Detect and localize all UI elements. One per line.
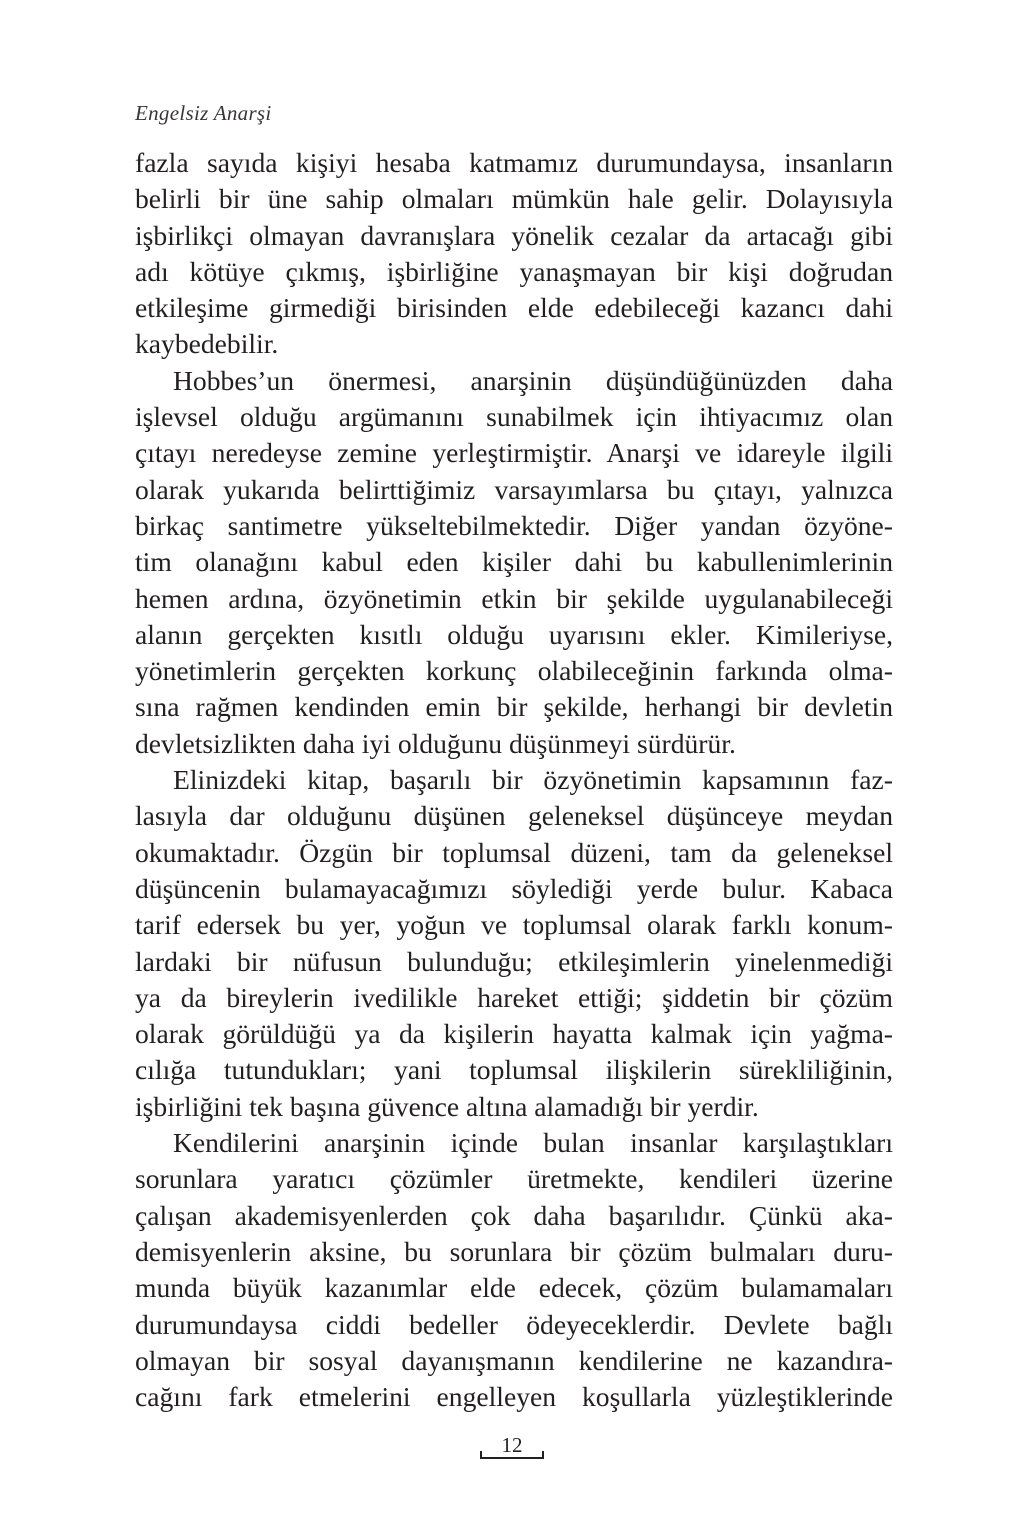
page-number-rule	[480, 1457, 544, 1459]
text-line: munda büyük kazanımlar elde edecek, çözüm bulamamaları	[135, 1272, 893, 1304]
page-footer	[480, 1433, 544, 1461]
text-line: lardaki bir nüfusun bulunduğu; etkileşimlerin yinelenmediği	[135, 945, 893, 977]
text-line: Kendilerini anarşinin içinde bulan insanlar karşılaştıkları	[173, 1127, 893, 1159]
text-line: yönetimlerin gerçekten korkunç olabileceğinin farkında olma-	[135, 655, 893, 687]
text-line: hemen ardına, özyönetimin etkin bir şekilde uygulanabileceği	[135, 582, 893, 614]
text-line: lasıyla dar olduğunu düşünen geleneksel düşünceye meydan	[135, 800, 893, 832]
text-line: kaybedebilir.	[135, 328, 279, 360]
text-line: Elinizdeki kitap, başarılı bir özyönetimin kapsamının faz-	[173, 764, 893, 796]
text-line: tim olanağını kabul eden kişiler dahi bu kabullenimlerinin	[135, 546, 893, 578]
text-line: Hobbes’un önermesi, anarşinin düşündüğünüzden daha	[173, 364, 893, 396]
text-line: tarif edersek bu yer, yoğun ve toplumsal olarak farklı konum-	[135, 909, 893, 941]
text-line: devletsizlikten daha iyi olduğunu düşünmeyi sürdürür.	[135, 727, 736, 759]
text-line: belirli bir üne sahip olmaları mümkün hale gelir. Dolayısıyla	[135, 183, 893, 215]
text-line: cılığa tutundukları; yani toplumsal ilişkilerin sürekliliğinin,	[135, 1054, 893, 1086]
text-line: ya da bireylerin ivedilikle hareket ettiği; şiddetin bir çözüm	[135, 981, 893, 1013]
text-line: demisyenlerin aksine, bu sorunlara bir çözüm bulmaları duru-	[135, 1235, 893, 1267]
text-line: olarak yukarıda belirttiğimiz varsayımlarsa bu çıtayı, yalnızca	[135, 473, 893, 505]
text-line: sorunlara yaratıcı çözümler üretmekte, kendileri üzerine	[135, 1163, 893, 1195]
text-line: işbirliğini tek başına güvence altına alamadığı bir yerdir.	[135, 1090, 759, 1122]
text-line: durumundaysa ciddi bedeller ödeyeceklerdir. Devlete bağlı	[135, 1308, 893, 1340]
text-line: çıtayı neredeyse zemine yerleştirmiştir. Anarşi ve idareyle ilgili	[135, 437, 893, 469]
text-line: okumaktadır. Özgün bir toplumsal düzeni, tam da geleneksel	[135, 836, 893, 868]
text-line: sına rağmen kendinden emin bir şekilde, herhangi bir devletin	[135, 691, 893, 723]
text-line: çalışan akademisyenlerden çok daha başarılıdır. Çünkü aka-	[135, 1199, 893, 1231]
text-line: birkaç santimetre yükseltebilmektedir. Diğer yandan özyöne-	[135, 509, 893, 541]
text-line: etkileşime girmediği birisinden elde edebileceği kazancı dahi	[135, 292, 893, 324]
text-line: olmayan bir sosyal dayanışmanın kendilerine ne kazandıra-	[135, 1344, 893, 1376]
body-text	[135, 145, 893, 1415]
text-line: cağını fark etmelerini engelleyen koşullarla yüzleştiklerinde	[135, 1381, 893, 1413]
text-line: olarak görüldüğü ya da kişilerin hayatta kalmak için yağma-	[135, 1018, 893, 1050]
text-line: düşüncenin bulamayacağımızı söylediği yerde bulur. Kabaca	[135, 872, 893, 904]
page-number: 12	[501, 1433, 523, 1457]
running-header: Engelsiz Anarşi	[135, 101, 272, 125]
text-line: adı kötüye çıkmış, işbirliğine yanaşmayan bir kişi doğrudan	[135, 255, 893, 287]
text-line: fazla sayıda kişiyi hesaba katmamız durumundaysa, insanların	[135, 147, 893, 178]
text-line: alanın gerçekten kısıtlı olduğu uyarısını ekler. Kimileriyse,	[135, 618, 893, 650]
text-line: işbirlikçi olmayan davranışlara yönelik cezalar da artacağı gibi	[135, 219, 893, 251]
text-line: işlevsel olduğu argümanını sunabilmek için ihtiyacımız olan	[135, 401, 893, 433]
